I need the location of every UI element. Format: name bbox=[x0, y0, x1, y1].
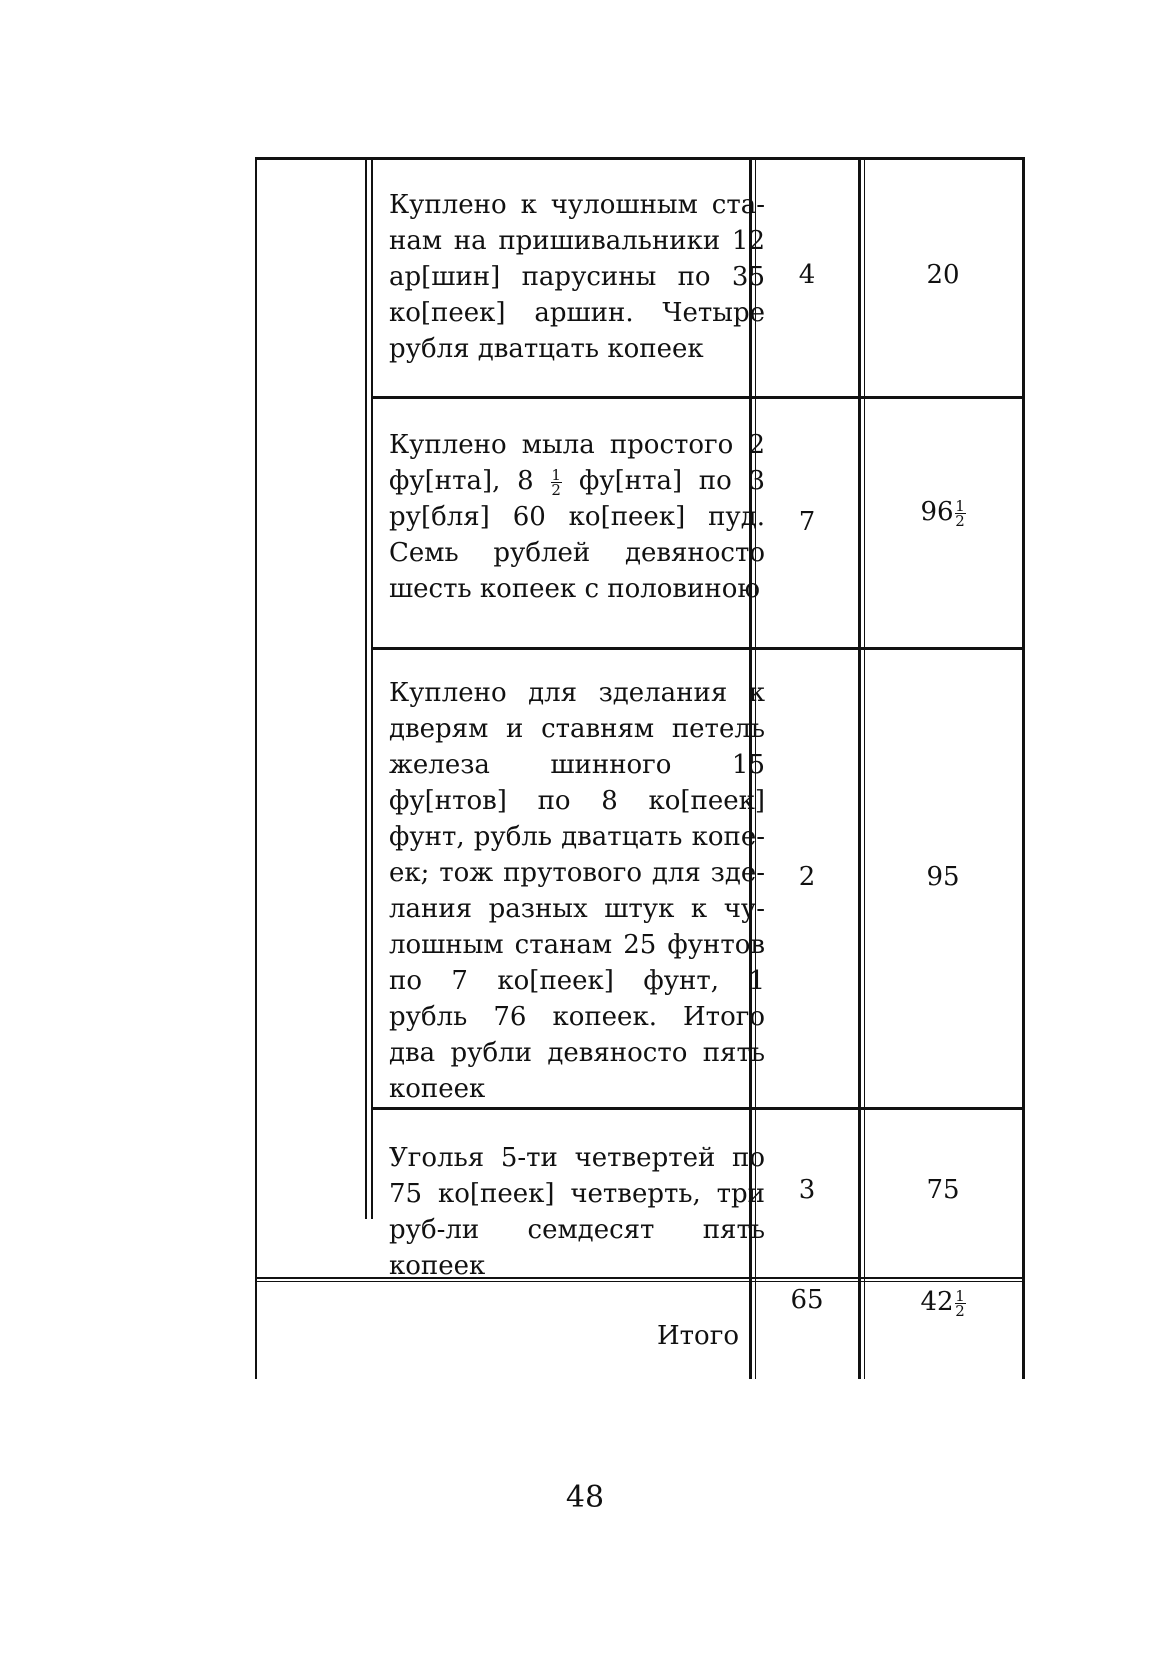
fraction-denominator: 2 bbox=[955, 511, 965, 530]
total-row bbox=[255, 1281, 1025, 1379]
kopeks-cell: 75 bbox=[926, 1175, 960, 1205]
fraction-denominator: 2 bbox=[955, 1301, 965, 1320]
page-number: 48 bbox=[565, 1480, 605, 1515]
kopeks-fraction bbox=[955, 496, 966, 530]
total-kopeks-value: 42 bbox=[920, 1287, 954, 1317]
total-kopeks-fraction bbox=[955, 1286, 966, 1320]
fraction-numerator: 1 bbox=[551, 465, 561, 484]
description-before: Куплено мыла простого 2 фу[нта], 8 bbox=[389, 430, 765, 496]
row-description: Куплено для зделания к дверям и ставням петель железа шинного 15 фу[нтов] по 8 ко[пеек] фунт, рубль дватцать копе-ек; тож прутового для зде-лания разных штук к чу-лошным станам 25 фунтов по 7 ко[пеек] фунт, 1 рубль 76 копеек. Итого два рубли девяносто пять копеек bbox=[389, 678, 765, 1104]
table-row bbox=[255, 397, 1025, 647]
row-description: Куплено к чулошным ста-нам на пришивальники 12 ар[шин] парусины по 35 ко[пеек] аршин. Четыре рубля дватцать копеек bbox=[389, 190, 765, 364]
row-description: Уголья 5-ти четвертей по 75 ко[пеек] четверть, три руб-ли семдесят пять копеек bbox=[389, 1143, 765, 1281]
total-rubles: 65 bbox=[790, 1285, 824, 1315]
table-row bbox=[255, 157, 1025, 397]
ledger-table bbox=[255, 157, 1025, 1379]
total-kopeks bbox=[864, 1287, 1022, 1318]
kopeks-cell: 20 bbox=[926, 260, 960, 290]
rubles-cell: 7 bbox=[798, 507, 816, 537]
description-after: фу[нта] по 3 ру[бля] 60 ко[пеек] пуд. Семь рублей девяносто шесть копеек с половиною bbox=[389, 466, 765, 604]
fraction-denominator: 2 bbox=[551, 480, 561, 499]
kopeks-cell bbox=[864, 497, 1022, 528]
rubles-cell: 2 bbox=[798, 862, 816, 892]
kopeks-cell: 95 bbox=[926, 862, 960, 892]
fraction bbox=[551, 465, 562, 499]
fraction-numerator: 1 bbox=[955, 496, 965, 515]
rubles-cell: 3 bbox=[798, 1175, 816, 1205]
table-row bbox=[255, 1107, 1025, 1281]
rubles-cell: 4 bbox=[798, 260, 816, 290]
total-label: Итого bbox=[657, 1321, 739, 1351]
table-row bbox=[255, 647, 1025, 1107]
row-description bbox=[389, 427, 765, 607]
kopeks-value: 96 bbox=[920, 497, 954, 527]
fraction-numerator: 1 bbox=[955, 1286, 965, 1305]
